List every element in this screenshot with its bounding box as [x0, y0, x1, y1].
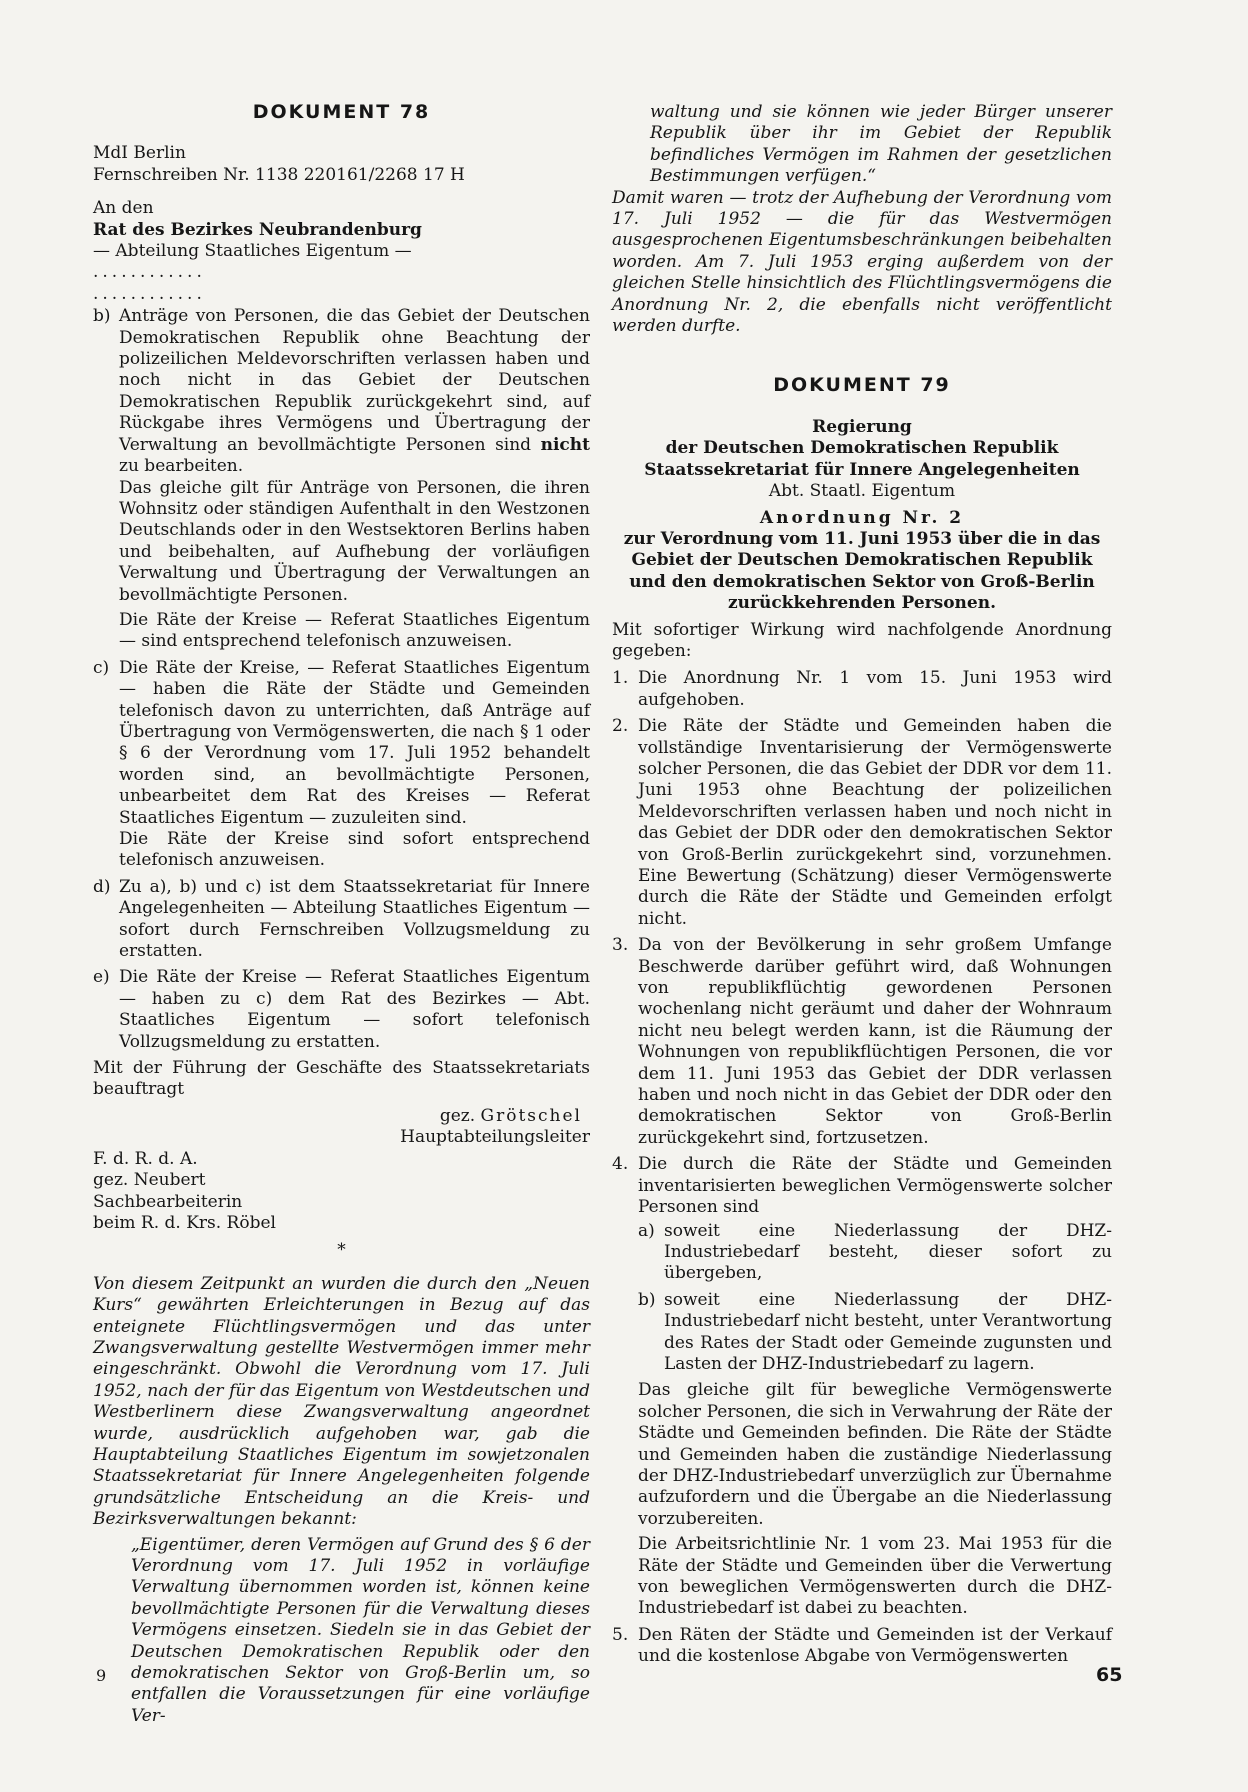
quoted-decision: „Eigentümer, deren Vermögen auf Grund des § 6 der Verordnung vom 17. Juli 1952 in vorläufige Verwaltung übernommen worden ist, können keine bevollmächtigte Personen für die Verwaltung dieses Vermögens einsetzen. Siedeln sie in das Gebiet der Deutschen Demokratischen Republik oder den demokratischen Sektor von Groß-Berlin um, so entfallen die Voraussetzungen für eine vorläufige Ver- [131, 1534, 590, 1726]
list-text: Da von der Bevölkerung in sehr großem Umfange Beschwerde darüber geführt wird, daß Wohnungen von republikflüchtig gewordenen Personen wochenlang nicht geräumt und daher der Wohnraum nicht neu belegt werden kann, ist die Räumung der Wohnungen von republikflüchtigen Personen, die vor dem 11. Juni 1953 das Gebiet der DDR verlassen haben und noch nicht in das Gebiet der DDR oder den demokratischen Sektor von Groß-Berlin zurückgekehrt sind, fortzusetzen. [638, 935, 1112, 1148]
list-text: soweit eine Niederlassung der DHZ-Industriebedarf nicht besteht, unter Verantwortung des Rates der Stadt oder Gemeinde zugunsten und Lasten der DHZ-Industriebedarf zu lagern. [664, 1289, 1112, 1374]
certification-line: F. d. R. d. A. [93, 1148, 198, 1169]
list-label: 3. [612, 935, 629, 956]
list-text: Die Arbeitsrichtlinie Nr. 1 vom 23. Mai 1953 für die Räte der Städte und Gemeinden über die Verwertung von beweglichen Vermögenswerten durch die DHZ-Industriebedarf ist dabei zu beachten. [638, 1534, 1112, 1619]
certification-role: Sachbearbeiterin [93, 1191, 243, 1212]
list-text: Die Räte der Städte und Gemeinden haben die vollständige Inventarisierung der Vermögenswerte solcher Personen, die das Gebiet der DDR vor dem 11. Juni 1953 ohne Beachtung der polizeilichen Meldevorschriften verlassen haben und noch nicht in das Gebiet der DDR oder den demokratischen Sektor von Groß-Berlin zurückgekehrt sind, vorzunehmen. Eine Bewertung (Schätzung) dieser Vermögenswerte durch die Räte der Städte und Gemeinden erfolgt nicht. [638, 716, 1112, 929]
government-heading: Staatssekretariat für Innere Angelegenheiten [644, 459, 1080, 480]
ordinance-title: Anordnung Nr. 2 [759, 507, 965, 528]
commentary-text: Damit waren — trotz der Aufhebung der Verordnung vom 17. Juli 1952 — die für das Westvermögen ausgesprochenen Eigentumsbeschränkungen beibehalten worden. Am 7. Juli 1953 erging außerdem von der gleichen Stelle hinsichtlich des Flüchtlingsvermögens die Anordnung Nr. 2, die ebenfalls nicht veröffentlicht werden durfte. [612, 187, 1112, 337]
quoted-decision-continued: waltung und sie können wie jeder Bürger unserer Republik über ihr im Gebiet der Republik befindliches Vermögen im Rahmen der gesetzlichen Bestimmungen verfügen.“ [650, 102, 1112, 187]
commentary-text: Von diesem Zeitpunkt an wurden die durch den „Neuen Kurs“ gewährten Erleichterungen in Bezug auf das enteignete Flüchtlingsvermögen und das unter Zwangsverwaltung gestellte Westvermögen immer mehr eingeschränkt. Obwohl die Verordnung vom 17. Juli 1952, nach der für das Eigentum von Westdeutschen und Westberlinern diese Zwangsverwaltung angeordnet wurde, ausdrücklich aufgehoben war, gab die Hauptabteilung Staatliches Eigentum im sowjetzonalen Staatssekretariat für Innere Angelegenheiten folgende grundsätzliche Entscheidung an die Kreis- und Bezirksverwaltungen bekannt: [93, 1273, 590, 1530]
government-heading: Regierung [812, 416, 912, 437]
ordinance-intro: Mit sofortiger Wirkung wird nachfolgende Anordnung gegeben: [612, 619, 1112, 661]
address-department: — Abteilung Staatliches Eigentum — [93, 241, 412, 262]
list-item-1 [612, 668, 1112, 711]
list-label: c) [93, 657, 110, 678]
ordinance-subtitle: zur Verordnung vom 11. Juni 1953 über die in das Gebiet der Deutschen Demokratischen Republik und den demokratischen Sektor von Groß-Berlin zurückkehrenden Personen. [623, 528, 1101, 614]
list-label: e) [93, 967, 110, 988]
list-item-2 [612, 716, 1112, 930]
list-text: Die Räte der Kreise — Referat Staatliches Eigentum — haben zu c) dem Rat des Bezirkes — Abt. Staatliches Eigentum — sofort telefonisch Vollzugsmeldung zu erstatten. [119, 967, 590, 1052]
closing-text: Mit der Führung der Geschäfte des Staatssekretariats beauftragt [93, 1058, 590, 1100]
list-item-3 [612, 935, 1112, 1149]
list-item-d [93, 877, 590, 963]
signature-title: Hauptabteilungsleiter [400, 1127, 590, 1148]
page-number: 65 [1096, 1664, 1123, 1686]
list-label: 4. [612, 1154, 629, 1175]
list-item-4a [638, 1221, 1112, 1285]
list-text: Die Anordnung Nr. 1 vom 15. Juni 1953 wird aufgehoben. [638, 668, 1112, 710]
telex-line: Fernschreiben Nr. 1138 220161/2268 17 H [93, 164, 465, 185]
list-text: Den Räten der Städte und Gemeinden ist der Verkauf und die kostenlose Abgabe von Vermögenswerten [638, 1624, 1112, 1667]
list-text: Die Räte der Kreise, — Referat Staatliches Eigentum — haben die Räte der Städte und Gemeinden telefonisch davon zu unterrichten, daß Anträge auf Übertragung von Vermögenswerten, die nach § 1 oder § 6 der Verordnung vom 17. Juli 1952 behandelt worden sind, an bevollmächtigte Personen, unbearbeitet dem Rat des Kreises — Referat Staatliches Eigentum — zuzuleiten sind. [119, 657, 590, 828]
list-label: 5. [612, 1624, 629, 1645]
list-label: a) [638, 1220, 655, 1241]
left-column [93, 98, 590, 1727]
address-line: An den [93, 198, 154, 219]
document-79-heading: DOKUMENT 79 [773, 374, 951, 397]
list-text: Die durch die Räte der Städte und Gemeinden inventarisierten beweglichen Vermögenswerte solcher Personen sind [638, 1154, 1112, 1218]
list-text: soweit eine Niederlassung der DHZ-Industriebedarf besteht, dieser sofort zu übergeben, [664, 1220, 1112, 1284]
list-item-4b [638, 1290, 1112, 1376]
address-recipient: Rat des Bezirkes Neubrandenburg [93, 219, 422, 240]
list-text: Das gleiche gilt für Anträge von Personen, die ihren Wohnsitz oder ständigen Aufenthalt in den Westzonen Deutschlands oder in den Westsektoren Berlins haben und beibehalten, auf Aufhebung der vorläufigen Verwaltung und Übertragung der Verwaltungen an bevollmächtigte Personen. [119, 477, 590, 605]
list-label: d) [93, 876, 111, 897]
omission-dots: ............ [93, 283, 206, 304]
list-text: Das gleiche gilt für bewegliche Vermögenswerte solcher Personen, die sich in Verwahrung der Räte der Städte und Gemeinden befinden. Die Räte der Städte und Gemeinden haben die zuständige Niederlassung der DHZ-Industriebedarf unverzüglich zur Übernahme aufzufordern und die Übergabe an die Niederlassung vorzubereiten. [638, 1380, 1112, 1529]
list-text: Die Räte der Kreise sind sofort entsprechend telefonisch anzuweisen. [119, 829, 590, 871]
list-text: Anträge von Personen, die das Gebiet der Deutschen Demokratischen Republik ohne Beachtung der polizeilichen Meldevorschriften verlassen haben und noch nicht in das Gebiet der Deutschen Demokratischen Republik zurückgekehrt sind, auf Rückgabe ihres Vermögens und Übertragung der Verwaltung an bevollmächtigte Personen sind nicht zu bearbeiten. [119, 306, 590, 477]
list-item-c [93, 658, 590, 872]
government-heading: der Deutschen Demokratischen Republik [665, 438, 1059, 459]
right-column [612, 102, 1112, 1673]
list-label: 1. [612, 668, 629, 689]
omission-dots: ............ [93, 262, 206, 283]
signature-mark: 9 [96, 1666, 107, 1685]
list-text: Die Räte der Kreise — Referat Staatliches Eigentum — sind entsprechend telefonisch anzuweisen. [119, 609, 590, 652]
department-heading: Abt. Staatl. Eigentum [768, 481, 956, 502]
list-item-5 [612, 1625, 1112, 1668]
sender-line: MdI Berlin [93, 143, 186, 164]
list-item-e [93, 967, 590, 1053]
section-divider: * [337, 1240, 346, 1261]
list-label: 2. [612, 716, 629, 737]
certification-signer: gez. Neubert [93, 1170, 206, 1191]
certification-office: beim R. d. Krs. Röbel [93, 1212, 276, 1233]
document-78-heading: DOKUMENT 78 [252, 101, 431, 123]
list-label: b) [93, 306, 111, 327]
list-item-4 [612, 1154, 1112, 1620]
list-item-b [93, 306, 590, 653]
list-label: b) [638, 1289, 656, 1310]
signature-name: gez. Grötschel [439, 1105, 582, 1126]
list-text: Zu a), b) und c) ist dem Staatssekretariat für Innere Angelegenheiten — Abteilung Staatliches Eigentum — sofort durch Fernschreiben Vollzugsmeldung zu erstatten. [119, 876, 590, 962]
